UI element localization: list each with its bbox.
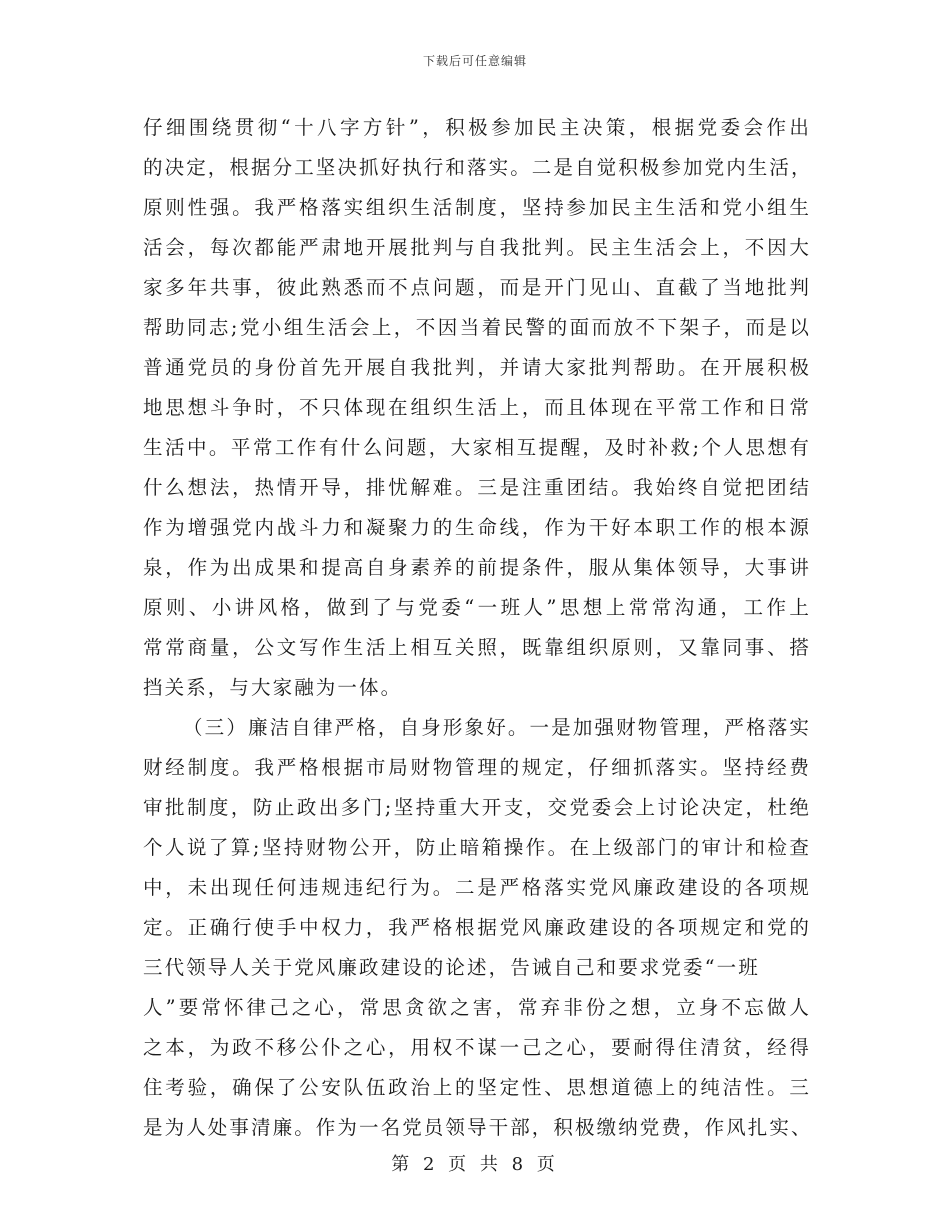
text-line: 三代领导人关于党风廉政建设的论述，告诫自己和要求党委“一班 — [143, 956, 760, 979]
text-line: 家多年共事，彼此熟悉而不点问题，而是开门见山、直截了当地批判 — [143, 276, 811, 299]
text-line: 仔细围绕贯彻“十八字方针”，积极参加民主决策，根据党委会作出 — [143, 116, 811, 139]
text-line: 之本，为政不移公仆之心，用权不谋一己之心，要耐得住清贫，经得 — [143, 1036, 811, 1059]
text-line: （三）廉洁自律严格，自身形象好。一是加强财物管理，严格落实 — [183, 716, 811, 739]
text-line: 原则性强。我严格落实组织生活制度，坚持参加民主生活和党小组生 — [143, 196, 811, 219]
page-number: 第 2 页 共 8 页 — [391, 1154, 559, 1175]
text-line: 财经制度。我严格根据市局财物管理的规定，仔细抓落实。坚持经费 — [143, 756, 811, 779]
text-line: 生活中。平常工作有什么问题，大家相互提醒，及时补救;个人思想有 — [143, 436, 811, 459]
text-line: 常常商量，公文写作生活上相互关照，既靠组织原则，又靠同事、搭 — [143, 636, 811, 659]
text-line: 审批制度，防止政出多门;坚持重大开支，交党委会上讨论决定，杜绝 — [143, 796, 811, 819]
text-line: 作为增强党内战斗力和凝聚力的生命线，作为干好本职工作的根本源 — [143, 516, 811, 539]
text-line: 泉，作为出成果和提高自身素养的前提条件，服从集体领导，大事讲 — [143, 556, 811, 579]
text-line: 住考验，确保了公安队伍政治上的坚定性、思想道德上的纯洁性。三 — [143, 1076, 811, 1099]
text-line: 什么想法，热情开导，排忧解难。三是注重团结。我始终自觉把团结 — [143, 476, 811, 499]
page-header-note: 下载后可任意编辑 — [422, 54, 527, 68]
text-line: 个人说了算;坚持财物公开，防止暗箱操作。在上级部门的审计和检查 — [143, 836, 811, 859]
text-line: 挡关系，与大家融为一体。 — [143, 676, 403, 699]
text-line: 是为人处事清廉。作为一名党员领导干部，积极缴纳党费，作风扎实、 — [143, 1116, 813, 1139]
text-line: 人”要常怀律己之心，常思贪欲之害，常弃非份之想，立身不忘做人 — [143, 996, 811, 1019]
document-body — [143, 108, 811, 1148]
text-line: 帮助同志;党小组生活会上，不因当着民警的面而放不下架子，而是以 — [143, 316, 811, 339]
text-line: 定。正确行使手中权力，我严格根据党风廉政建设的各项规定和党的 — [143, 916, 811, 939]
text-line: 的决定，根据分工坚决抓好执行和落实。二是自觉积极参加党内生活， — [143, 156, 813, 179]
text-line: 原则、小讲风格，做到了与党委“一班人”思想上常常沟通，工作上 — [143, 596, 811, 619]
text-line: 活会，每次都能严肃地开展批判与自我批判。民主生活会上，不因大 — [143, 236, 811, 259]
text-line: 地思想斗争时，不只体现在组织生活上，而且体现在平常工作和日常 — [143, 396, 811, 419]
text-line: 中，未出现任何违规违纪行为。二是严格落实党风廉政建设的各项规 — [143, 876, 811, 899]
text-line: 普通党员的身份首先开展自我批判，并请大家批判帮助。在开展积极 — [143, 356, 811, 379]
